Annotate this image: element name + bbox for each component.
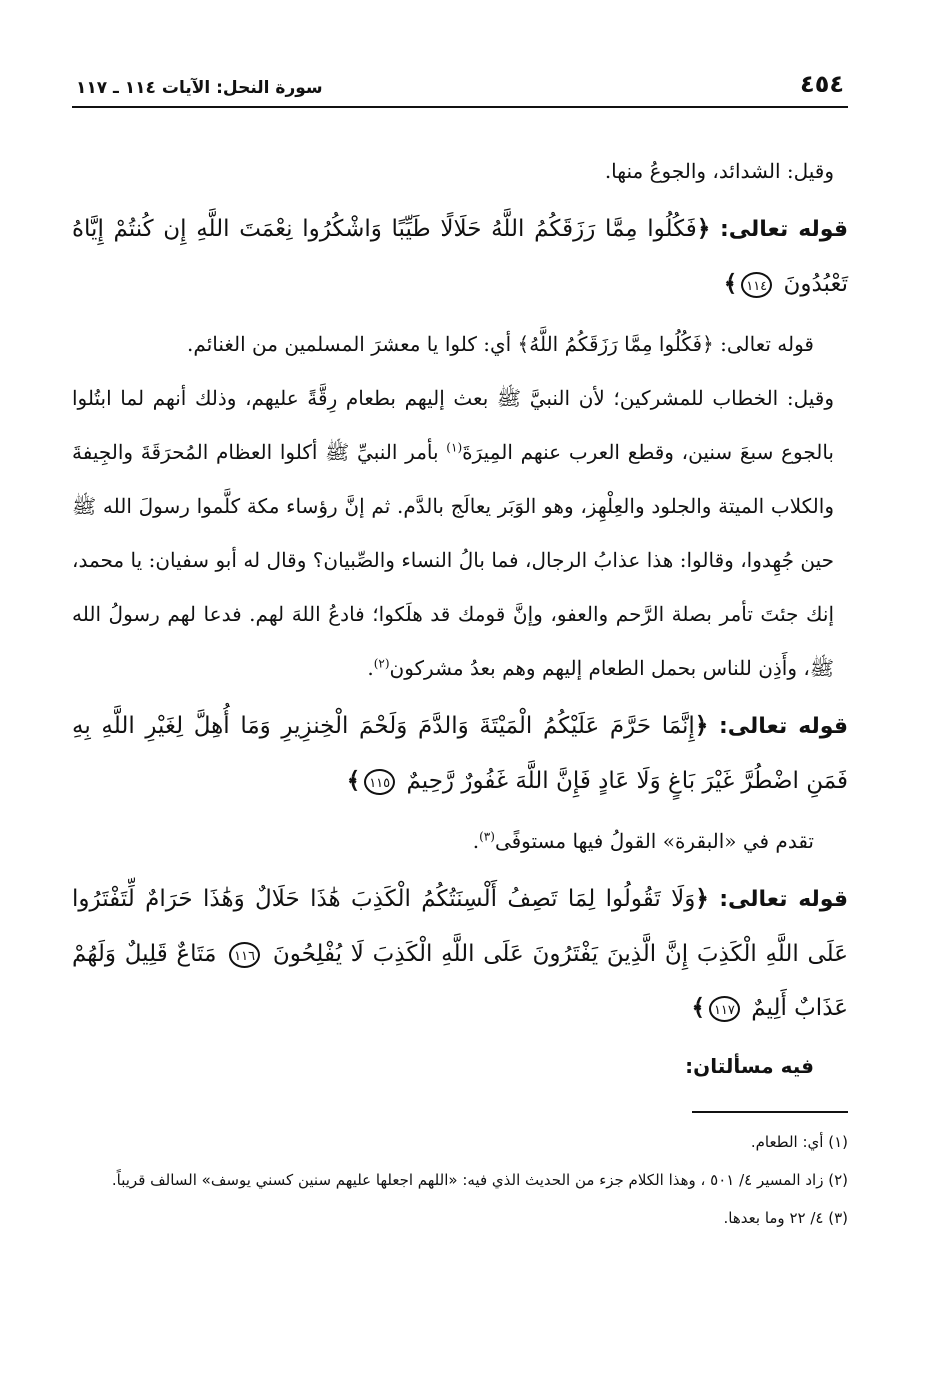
page-number: ٤٥٤ — [800, 70, 844, 98]
paragraph-commentary-1 — [72, 317, 848, 371]
verse-label: قوله تعالى: — [719, 887, 849, 912]
footnote-ref-3[interactable]: (٣) — [479, 829, 495, 844]
verse-close-bracket: ﴾ — [691, 994, 705, 1021]
verse-text: وَلَا تَقُولُوا لِمَا تَصِفُ أَلْسِنَتُكُمُ الْكَذِبَ هَٰذَا حَلَالٌ وَهَٰذَا حَرَامٌ لِّتَفْتَرُوا عَلَى اللَّهِ الْكَذِبَ إِنَّ الَّذِينَ يَفْتَرُونَ عَلَى اللَّهِ الْكَذِبَ لَا يُفْلِحُونَ — [72, 886, 849, 967]
paragraph-text: تقدم في «البقرة» القولُ فيها مستوفًى — [494, 829, 814, 853]
footnote-ref-2[interactable]: (٢) — [373, 656, 390, 671]
main-text — [72, 144, 848, 1233]
verse-116-117 — [72, 872, 848, 1035]
ayah-number-marker: ١١٦ — [229, 942, 260, 968]
inline-verse-quote: ﴿فَكُلُوا مِمَّا رَزَقَكُمُ اللَّهُ﴾ — [517, 332, 714, 356]
running-title: سورة النحل: الآيات ١١٤ ـ ١١٧ — [76, 78, 323, 98]
paragraph-end: . — [367, 656, 374, 680]
verse-open-bracket: ﴿ — [696, 215, 711, 242]
paragraph-text: وقيل: الخطاب للمشركين؛ لأن النبيَّ ﷺ بعث إليهم بطعام رِقَّةً عليهم، وذلك أنهم لما ابتُلوا بالجوع سبعَ سنين، وقطع العرب عنهم المِيرَةَ — [72, 386, 835, 464]
footnote-2: (٢) زاد المسير ٤/ ٥٠١ ، وهذا الكلام جزء من الحديث الذي فيه: «اللهم اجعلها عليهم سنين كسني يوسف» السالف قريباً. — [111, 1171, 848, 1189]
verse-label: قوله تعالى: — [719, 217, 849, 242]
ayah-number-marker: ١١٧ — [709, 996, 740, 1022]
verse-open-bracket: ﴿ — [694, 712, 709, 739]
verse-open-bracket: ﴿ — [695, 885, 709, 912]
footnotes — [72, 1127, 848, 1233]
paragraph-text: بأمر النبيِّ ﷺ أكلوا العظام المُحرَقَةَ والجِيفةَ والكلاب الميتة والجلود والعِلْهِز، وهو الوَبَر يعالَج بالدَّم. ثم إنَّ رؤساء مكة كلَّموا رسولَ الله ﷺ حين جُهِدوا، وقالوا: هذا عذابُ الرجال، فما بالُ النساء والصِّبيان؟ وقال له أبو سفيان: يا محمد، إنك جئتَ تأمر بصلة الرَّحم والعفو، وإنَّ قومك قد هلَكوا؛ فادعُ اللهَ لهم. فدعا لهم رسولُ الله ﷺ، وأَذِن للناس بحمل الطعام إليهم وهم بعدُ مشركون — [72, 440, 834, 680]
footnote-1: (١) أي: الطعام. — [750, 1133, 848, 1151]
verse-text: إِنَّمَا حَرَّمَ عَلَيْكُمُ الْمَيْتَةَ وَالدَّمَ وَلَحْمَ الْخِنزِيرِ وَمَا أُهِلَّ لِغَيْرِ اللَّهِ بِهِ فَمَنِ اضْطُرَّ غَيْرَ بَاغٍ وَلَا عَادٍ فَإِنَّ اللَّهَ غَفُورٌ رَّحِيمٌ — [72, 713, 848, 794]
verse-text: فَكُلُوا مِمَّا رَزَقَكُمُ اللَّهُ حَلَالًا طَيِّبًا وَاشْكُرُوا نِعْمَتَ اللَّهِ إِن كُنتُمْ إِيَّاهُ تَعْبُدُونَ — [72, 216, 848, 297]
verse-close-bracket: ﴾ — [723, 270, 738, 297]
paragraph-intro-phrase: قوله تعالى: — [720, 332, 814, 356]
verse-114 — [72, 202, 848, 311]
paragraph-end: . — [472, 829, 480, 853]
paragraph-intro: وقيل: الشدائد، والجوعُ منها. — [604, 159, 834, 183]
verse-close-bracket: ﴾ — [346, 767, 361, 794]
verse-label: قوله تعالى: — [718, 714, 849, 739]
ayah-number-marker: ١١٤ — [741, 272, 772, 298]
verse-115 — [72, 699, 848, 808]
footnote-3: (٣) ٤/ ٢٢ وما بعدها. — [723, 1209, 848, 1227]
book-page — [72, 62, 848, 1362]
paragraph-commentary-3 — [72, 814, 848, 868]
paragraph-text: أي: كلوا يا معشرَ المسلمين من الغنائم. — [187, 332, 512, 356]
paragraph-commentary-2 — [72, 371, 834, 695]
section-heading: فيه مسألتان: — [685, 1054, 814, 1078]
footnote-divider — [692, 1111, 848, 1113]
page-header — [72, 62, 848, 108]
verse-text: مَتَاعٌ قَلِيلٌ وَلَهُمْ عَذَابٌ أَلِيمٌ — [72, 941, 848, 1021]
footnote-ref-1[interactable]: (١) — [446, 440, 463, 455]
ayah-number-marker: ١١٥ — [364, 769, 395, 795]
